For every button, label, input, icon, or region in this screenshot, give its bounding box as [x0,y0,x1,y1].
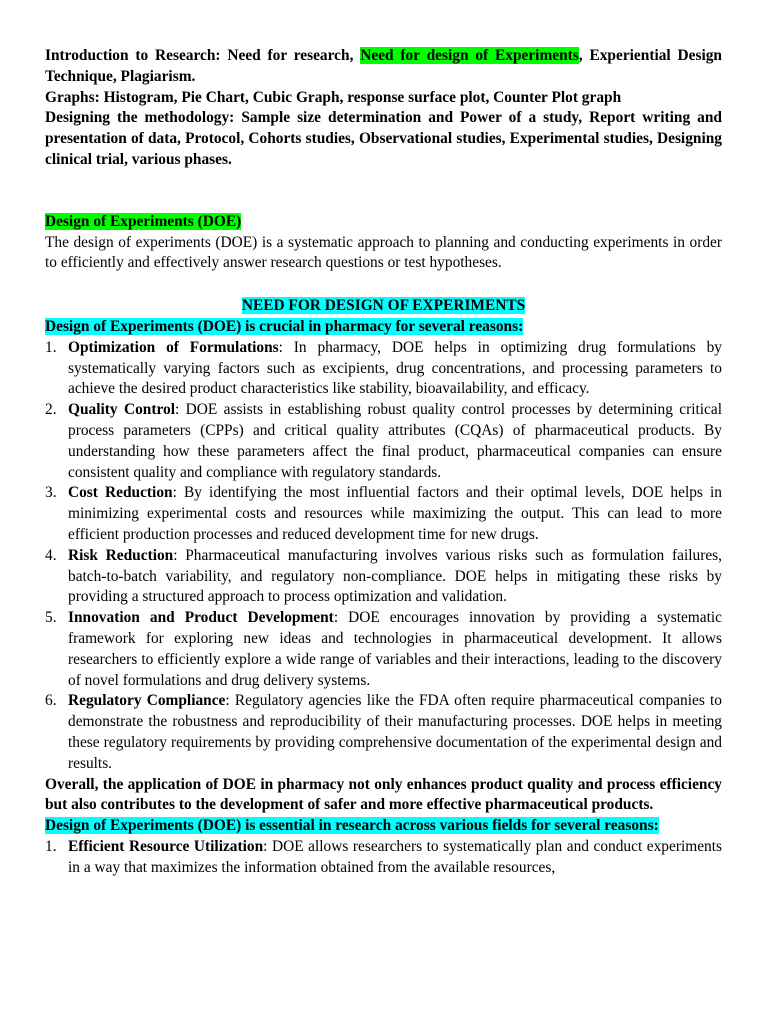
spacer [45,171,722,212]
list-number: 2. [45,401,57,419]
list-text: : Pharmaceutical manufacturing involves various risks such as formulation failures, batch-to-batch variability, and regulatory non-compliance. DOE helps in mitigating these risks by providing a structured approach to process optimization and validation. [68,546,722,606]
document-page [45,46,722,878]
list-term: Efficient Resource Utilization [68,837,264,855]
list-term: Innovation and Product Development [68,609,334,627]
list-term: Quality Control [68,401,175,419]
list-text: : By identifying the most influential factors and their optimal levels, DOE helps in minimizing experimental costs and resources while maximizing the output. This can lead to more efficient production processes and reduced development time for new drugs. [68,484,722,543]
list-item [45,608,722,691]
list-number: 1. [45,338,57,356]
intro-text-b: , Experiential Design Technique, Plagiarism. [45,47,722,85]
list-item [45,691,722,774]
list-item [45,483,722,545]
list-text: : DOE assists in establishing robust quality control processes by determining critical process parameters (CPPs) and critical quality attributes (CQAs) of pharmaceutical products. By understanding how these parameters affect the final product, pharmaceutical companies can ensure consistent quality and compliance with regulatory standards. [68,401,722,481]
list-text: : In pharmacy, DOE helps in optimizing drug formulations by systematically varying factors such as excipients, drug concentrations, and processing parameters to achieve the desired product characteristics like stability, bioavailability, and efficacy. [68,338,723,398]
graphs-paragraph: Graphs: Histogram, Pie Chart, Cubic Graph, response surface plot, Counter Plot graph [45,88,622,106]
doe-heading-line [45,212,722,233]
overall-paragraph: Overall, the application of DOE in pharmacy not only enhances product quality and process efficiency but also contributes to the development of safer and more effective pharmaceutical products. [45,775,722,814]
intro-text-a: Introduction to Research: Need for research, [45,47,361,64]
list-term: Optimization of Formulations [68,338,279,356]
pharmacy-intro-line [45,317,722,338]
list-number: 1. [45,837,57,855]
list-text: : DOE encourages innovation by providing a systematic framework for exploring new ideas and technologies in pharmaceutical development. It allows researchers to efficiently explore a wide range of variables and their interactions, leading to the discovery of novel formulations and drug delivery systems. [68,609,722,689]
list-term: Cost Reduction [68,484,173,502]
list-text: : DOE allows researchers to systematically plan and conduct experiments in a way that maximizes the information obtained from the available resources, [68,837,722,876]
need-title-line [45,296,722,317]
list-item [45,338,722,400]
list-number: 6. [45,692,57,710]
need-title: NEED FOR DESIGN OF EXPERIMENTS [241,297,526,315]
list-item [45,546,722,608]
intro-highlight: Need for design of Experiments [360,47,579,64]
list-number: 5. [45,609,57,627]
doe-definition: The design of experiments (DOE) is a systematic approach to planning and conducting experiments in order to efficiently and effectively answer research questions or test hypotheses. [45,233,722,272]
doe-heading: Design of Experiments (DOE) [45,212,242,230]
list-term: Risk Reduction [68,546,174,564]
intro-paragraph [45,46,722,88]
pharmacy-reasons-list [45,338,722,775]
list-item [45,400,722,483]
list-text: : Regulatory agencies like the FDA often require pharmaceutical companies to demonstrate the robustness and reproducibility of their manufacturing processes. DOE helps in meeting these regulatory requirements by providing comprehensive documentation of the experimental design and results. [68,692,722,772]
list-number: 3. [45,484,57,502]
research-intro-line [45,816,722,837]
research-reasons-list [45,837,722,879]
list-term: Regulatory Compliance [68,692,226,710]
research-intro: Design of Experiments (DOE) is essential in research across various fields for several reasons: [45,817,659,835]
list-number: 4. [45,546,57,564]
list-item [45,837,722,879]
pharmacy-intro: Design of Experiments (DOE) is crucial in pharmacy for several reasons: [45,317,524,335]
methodology-paragraph: Designing the methodology: Sample size determination and Power of a study, Report writing and presentation of data, Protocol, Cohorts studies, Observational studies, Experimental studies, Designing clinical trial, various phases. [45,109,722,168]
